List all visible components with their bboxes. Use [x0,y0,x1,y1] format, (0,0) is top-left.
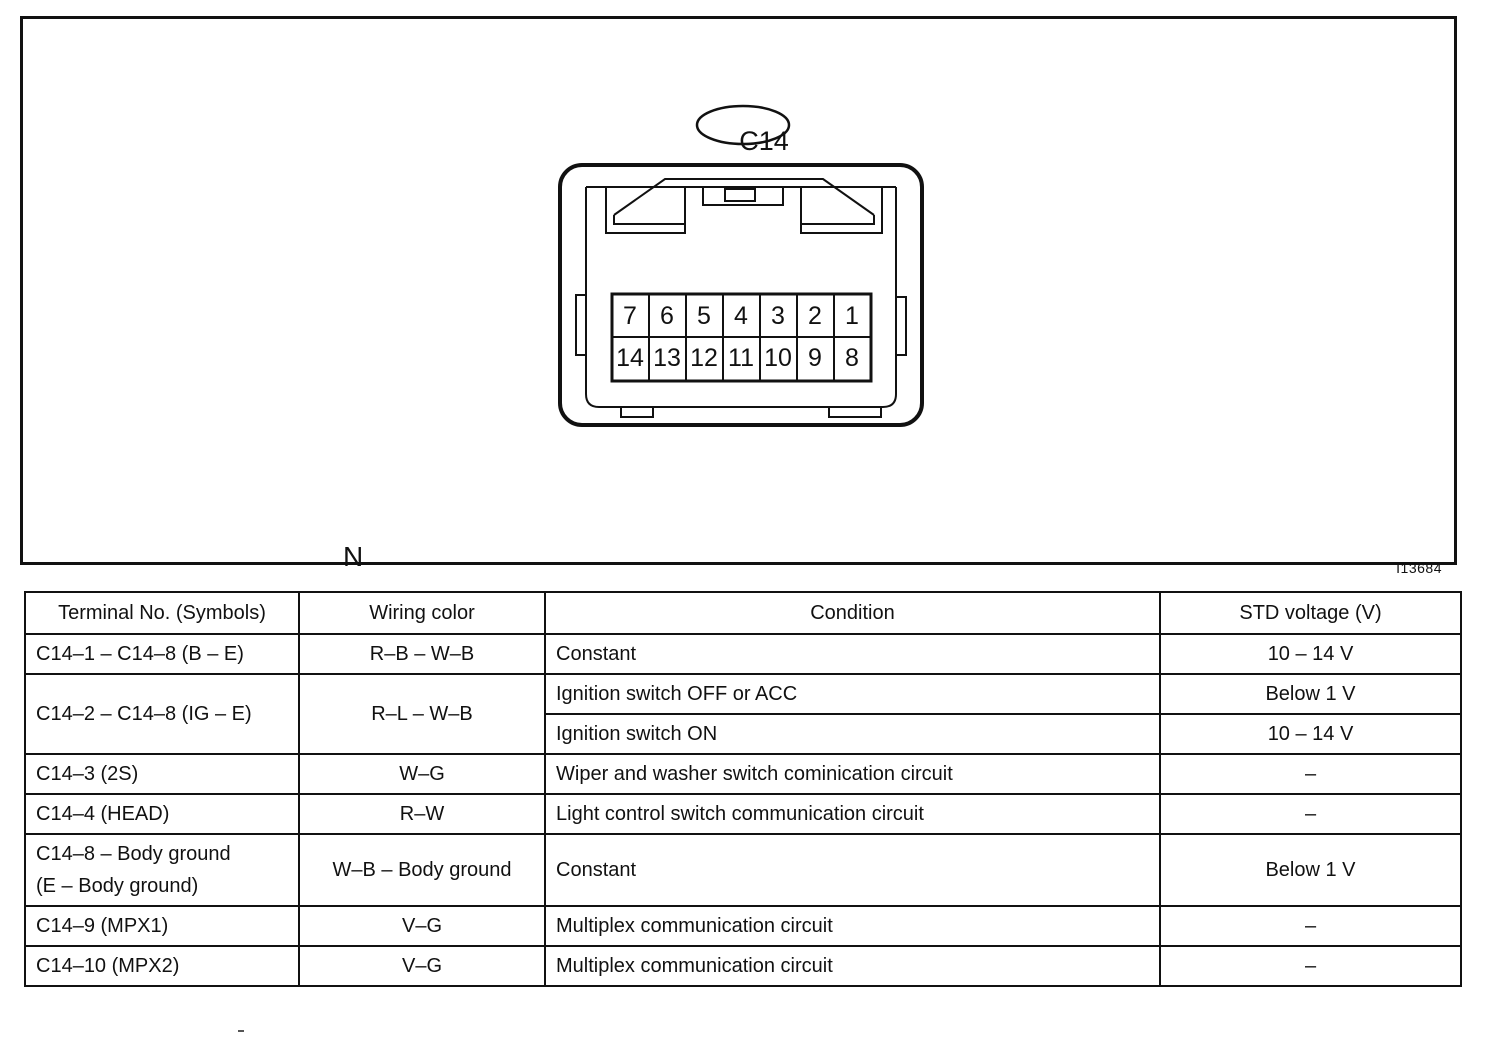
cell-terminal: C14–10 (MPX2) [25,946,299,986]
side-key-right [896,297,906,355]
pin-label: 11 [728,344,754,372]
cell-voltage: – [1160,946,1461,986]
cell-terminal: C14–4 (HEAD) [25,794,299,834]
pin-label: 7 [623,302,637,330]
cell-terminal [25,834,299,906]
cell-condition: Constant [545,634,1160,674]
table-row [25,674,1461,714]
side-key-left [576,295,586,355]
cell-terminal-line: C14–8 – Body ground [36,843,231,865]
header-terminal: Terminal No. (Symbols) [25,592,299,634]
table-row [25,754,1461,794]
pin-label: 10 [764,344,792,372]
pin-label: 6 [660,302,674,330]
cell-voltage: Below 1 V [1160,834,1461,906]
cell-voltage: 10 – 14 V [1160,714,1461,754]
pin-label: 13 [653,344,681,372]
cell-condition: Ignition switch OFF or ACC [545,674,1160,714]
cell-condition: Light control switch communication circuit [545,794,1160,834]
cell-condition: Wiper and washer switch cominication circuit [545,754,1160,794]
header-wiring-color: Wiring color [299,592,545,634]
cell-terminal: C14–9 (MPX1) [25,906,299,946]
connector-drawing [23,19,1460,568]
pin-label: 12 [690,344,718,372]
header-std-voltage: STD voltage (V) [1160,592,1461,634]
cell-terminal: C14–1 – C14–8 (B – E) [25,634,299,674]
bottom-tab-left [621,407,653,417]
table-row [25,946,1461,986]
cell-voltage: – [1160,754,1461,794]
table-header-row [25,592,1461,634]
cell-wiring: R–B – W–B [299,634,545,674]
pin-label: 2 [808,302,822,330]
cell-voltage: 10 – 14 V [1160,634,1461,674]
cell-voltage: Below 1 V [1160,674,1461,714]
cell-wiring: R–L – W–B [299,674,545,754]
table-row [25,906,1461,946]
cell-condition: Multiplex communication circuit [545,906,1160,946]
cell-voltage: – [1160,906,1461,946]
cell-wiring: W–B – Body ground [299,834,545,906]
cell-condition: Constant [545,834,1160,906]
cell-voltage: – [1160,794,1461,834]
terminal-spec-table [24,591,1462,987]
header-condition: Condition [545,592,1160,634]
latch-right-slot [801,187,882,233]
cell-wiring: R–W [299,794,545,834]
cell-terminal: C14–3 (2S) [25,754,299,794]
pin-label: 1 [845,302,859,330]
table-row [25,794,1461,834]
pin-label: 3 [771,302,785,330]
stray-mark [238,1030,244,1032]
cell-terminal-line: (E – Body ground) [36,875,199,897]
cell-condition: Multiplex communication circuit [545,946,1160,986]
cell-condition: Ignition switch ON [545,714,1160,754]
figure-id: I13684 [1396,560,1442,576]
north-mark: N [343,541,364,572]
cell-wiring: V–G [299,906,545,946]
pin-label: 4 [734,302,748,330]
bottom-tab-right [829,407,881,417]
latch-key [725,189,755,201]
connector-label: C14 [739,126,789,156]
table-row [25,834,1461,906]
pin-label: 5 [697,302,711,330]
pin-label: 9 [808,344,822,372]
connector-figure [20,16,1457,576]
cell-terminal: C14–2 – C14–8 (IG – E) [25,674,299,754]
table-row [25,634,1461,674]
pin-label: 8 [845,344,859,372]
cell-wiring: W–G [299,754,545,794]
cell-wiring: V–G [299,946,545,986]
pin-label: 14 [616,344,644,372]
